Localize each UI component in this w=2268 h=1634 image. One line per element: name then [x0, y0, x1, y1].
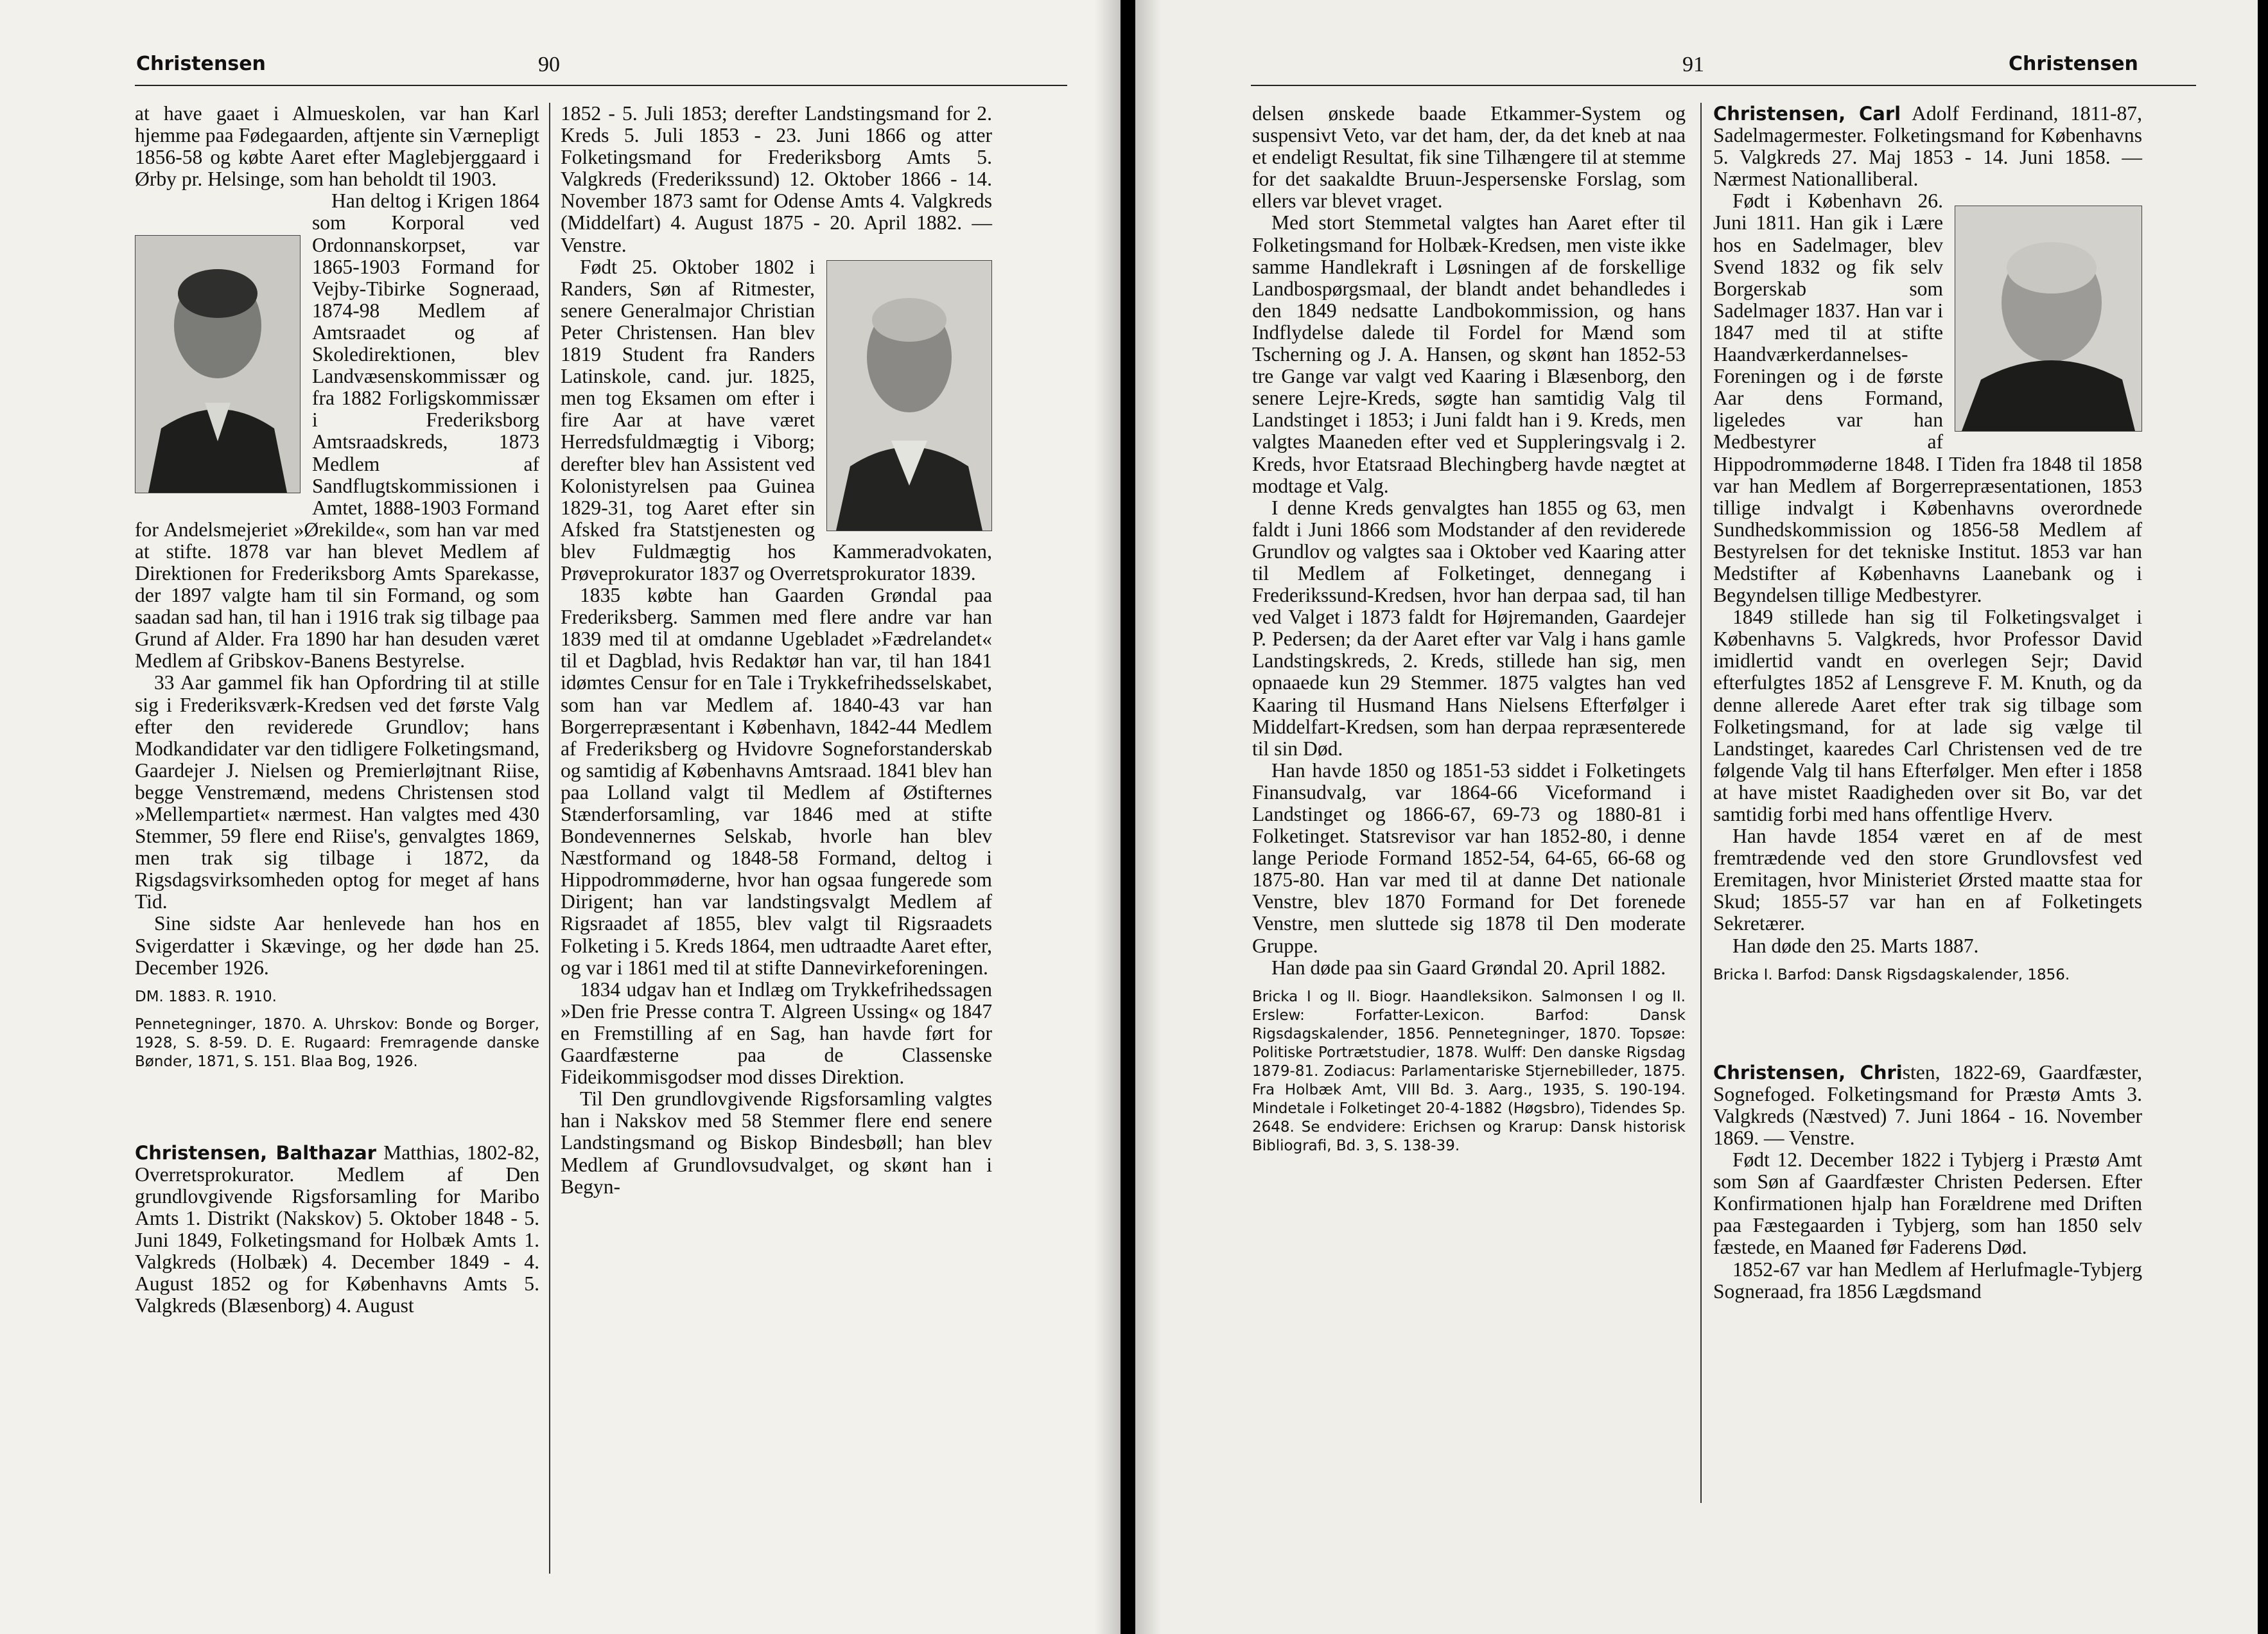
gutter-shadow [1095, 0, 1121, 1634]
left-column-2 [561, 103, 992, 1198]
paragraph: I denne Kreds genvalgtes han 1855 og 63, men faldt i Juni 1866 som Modstander af den reviderede Grundlov og valgtes saa i Oktober ved Kaaring atter til Medlem af Folketinget, dennegang i Frederikssund-Kredsen, hvor han derpaa sad, til han ved Valget i 1873 faldt for Højremanden, Gaardejer P. Pedersen; da der Aaret efter var Valg i hans gamle Landstingskreds, 2. Kreds, stillede han sig, men opnaaede kun 29 Stemmer. 1875 valgtes han ved Kaaring til Husmand Hans Nielsens Efterfølger i Middelfart-Kredsen, som han derpaa repræsenterede til sin Død. [1252, 496, 1686, 760]
paragraph: at have gaaet i Almueskolen, var han Karl hjemme paa Fødegaarden, aftjente sin Værnepligt 1856-58 og købte Aaret efter Maglebjerggaard i Ørby pr. Helsinge, som han beholdt til 1903. [135, 102, 539, 191]
paragraph: 1834 udgav han et Indlæg om Trykkefrihedssagen »Den frie Presse contra T. Algreen Ussing« og 1847 en Fremstilling af en Sag, han havde ført for Gaardfæsterne paa de Classenske Fideikommisgodser mod disses Direktion. [561, 978, 992, 1089]
entry-christensen-balthazar [135, 1142, 539, 1317]
entry-christensen-christen [1713, 1062, 2142, 1149]
portrait-man-icon [1955, 206, 2142, 431]
paragraph: Han døde paa sin Gaard Grøndal 20. April 1882. [1271, 956, 1666, 979]
portrait-photo-3 [1955, 206, 2142, 432]
paragraph: Til Den grundlovgivende Rigsforsamling valgtes han i Nakskov med 58 Stemmer flere end senere Landstingsmand og Biskop Bindesbøll; han blev Medlem af Grundlovsudvalget, og skønt han i Begyn- [561, 1087, 992, 1198]
entry-heading: Christensen, Balthazar [135, 1141, 376, 1164]
paragraph: 1852-67 var han Medlem af Herlufmagle-Tybjerg Sogneraad, fra 1856 Lægdsmand [1713, 1258, 2142, 1303]
column-rule [1700, 103, 1702, 1503]
gutter-shadow [1135, 0, 1161, 1634]
entry-text: sten, 1822-69, Gaardfæster, Sognefoged. Folketingsmand for Præstø Amts 3. Valgkreds (Næstved) 7. Juni 1864 - 16. November 1869. — Venstre. [1713, 1060, 2143, 1149]
paragraph: 33 Aar gammel fik han Opfordring til at stille sig i Frederiksværk-Kredsen ved det første Valg efter den reviderede Grundlov; hans Modkandidater var den tidligere Folketingsmand, Gaardejer J. Nielsen og Premierløjtnant Riise, begge Venstremænd, medens Christensen stod »Mellempartiet« nærmest. Han valgtes med 430 Stemmer, 59 flere end Riise's, genvalgtes 1869, men trak sig tilbage i 1872, da Rigsdagsvirksomheden optog for meget af hans Tid. [135, 671, 539, 913]
paragraph: Med stort Stemmetal valgtes han Aaret efter til Folketingsmand for Holbæk-Kredsen, men viste ikke samme Handlekraft i Løsningen af de forskellige Landbospørgsmaal, der blandt andet behandledes i den 1849 nedsatte Landbokommission, og hans Indflydelse dalede til Fordel for Mænd som Tscherning og J. A. Hansen, og skønt han 1852-53 tre Gange var valgt ved Kaaring i Blæsenborg, den senere Lejre-Kreds, søgte han samtidig Valg til Landstinget i 1853; i Juni faldt han i 9. Kreds, men valgtes Maaneden efter ved et Suppleringsvalg i 2. Kreds, hvor Etatsraad Blechingberg havde nægtet at modtage et Valg. [1252, 211, 1686, 497]
paragraph: 1852 - 5. Juli 1853; derefter Landstingsmand for 2. Kreds 5. Juli 1853 - 23. Juni 1866 og atter Folketingsmand for Frederiksborg Amts 5. Valgkreds (Frederikssund) 12. Oktober 1866 - 14. November 1873 samt for Odense Amts 4. Valgkreds (Middelfart) 4. August 1875 - 20. April 1882. — Venstre. [561, 102, 992, 256]
right-column-1 [1252, 103, 1686, 1155]
head-rule [1251, 85, 2196, 86]
paragraph: delsen ønskede baade Etkammer-System og suspensivt Veto, var det ham, der, da det kneb at naa et endeligt Resultat, fik sine Tilhængere til at stemme for det saakaldte Bruun-Jespersenske Forslag, som ellers var blevet vraget. [1252, 102, 1686, 213]
paragraph: 1835 købte han Gaarden Grøndal paa Frederiksberg. Sammen med flere andre var han 1839 med til at omdanne Ugebladet »Fædrelandet« til et Dagblad, hvis Redaktør han var, til han 1841 idømtes Censur for en Tale i Trykkefrihedsselskabet, som han var Medlem af. 1840-43 var han Borgerrepræsentant i København, 1842-44 Medlem af Frederiksberg og Hvidovre Sogneforstanderskab og samtidig af Københavns Amtsraad. 1841 blev han paa Lolland valgt til Medlem af Østifternes Stænderforsamling, var 1846 med at stifte Bondevennernes Selskab, hvorle han blev Næstformand og 1848-58 Formand, deltog i Hippodrommøderne, hvor han ogsaa fungerede som Dirigent; han var landstingsvalgt Medlem af Rigsraadet af 1855, blev valgt til Rigsraadets Folketing i 5. Kreds 1864, men udtraadte Aaret efter, og var i 1861 med til at stifte Dannevirkeforeningen. [561, 584, 992, 979]
entry-text: Matthias, 1802-82, Overretsprokurator. Medlem af Den grundlovgivende Rigsforsamling for Maribo Amts 1. Distrikt (Nakskov) 5. Oktober 1848 - 5. Juni 1849, Folketingsmand for Holbæk Amts 1. Valgkreds (Holbæk) 4. December 1849 - 4. August 1852 og for Københavns Amts 5. Valgkreds (Blæsenborg) 4. August [135, 1141, 539, 1317]
right-column-2 [1713, 103, 2142, 1303]
head-rule [135, 85, 1067, 86]
left-page [0, 0, 1121, 1634]
paragraph: Han deltog i Krigen 1864 som Korporal ved Ordonnanskorpset, var 1865-1903 Formand for Vejby-Tibirke Sogneraad, 1874-98 Medlem af Amtsraadet og af Skoledirektionen, blev Landvæsenskommissær og fra 1882 Forligskommissær i Frederiksborg Amtsraadskreds, 1873 Medlem af Sandflugtskommissionen i Amtet, 1888-1903 Formand for Andelsmejeriet »Ørekilde«, som han var med at stifte. 1878 var han blevet Medlem af Direktionen for Frederiksborg Amts Sparekasse, der 1897 valgte ham til sin Formand, og som saadan sad han, til han i 1916 trak sig tilbage paa Grund af Alder. Fra 1890 har han desuden været Medlem af Gribskov-Banens Bestyrelse. [135, 189, 539, 672]
paragraph: 1849 stillede han sig til Folketingsvalget i Københavns 5. Valgkreds, hvor Professor David imidlertid vandt en overlegen Sejr; David efterfulgtes 1852 af Lensgreve F. M. Knuth, og da denne allerede Aaret efter trak sig tilbage som Folketingsmand, for at lade sig vælge til Landstinget, kaaredes Carl Christensen ved de tre følgende Valg til hans Efterfølger. Men efter i 1858 at have mistet Raadigheden over sit Bo, var det samtidig forbi med hans offentlige Hverv. [1713, 606, 2142, 825]
reference-line: DM. 1883. R. 1910. [135, 988, 277, 1005]
paragraph: Født 25. Oktober 1802 i Randers, Søn af Ritmester, senere Generalmajor Christian Peter Christensen. Han blev 1819 Student fra Randers Latinskole, cand. jur. 1825, men tog Eksamen om efter i fire Aar at have været Herredsfuldmægtig i Viborg; derefter blev han Assistent ved Kolonistyrelsen paa Guinea 1829-31, tog Aaret efter sin Afsked fra Statstjenesten og blev Fuldmægtig hos Kammeradvokaten, Prøveprokurator 1837 og Overretsprokurator 1839. [561, 255, 992, 584]
portrait-man-icon [135, 236, 300, 493]
paragraph: Født i København 26. Juni 1811. Han gik i Lære hos en Sadelmager, blev Svend 1832 og fik selv Borgerskab som Sadelmager 1837. Han var i 1847 med til at stifte Haandværkerdannelses-Foreningen og i de første Aar dens Formand, ligeledes var han Medbestyrer af Hippodrommøderne 1848. I Tiden fra 1848 til 1858 var han Medlem af Borgerrepræsentationen, 1853 tillige indvalgt i Københavns overordnede Sundhedskommission og 1856-58 Medlem af Bestyrelsen for det tekniske Institut. 1853 var han Medstifter af Københavns Laanebank og i Begyndelsen tillige Medbestyrer. [1713, 189, 2142, 607]
portrait-photo-2 [826, 260, 992, 531]
reference-list: Pennetegninger, 1870. A. Uhrskov: Bonde og Borger, 1928, S. 8-59. D. E. Rugaard: Fremragende danske Bønder, 1871, S. 151. Blaa Bog, 1926. [135, 1015, 539, 1070]
entry-text: Adolf Ferdinand, 1811-87, Sadelmagermester. Folketingsmand for Københavns 5. Valgkreds 27. Maj 1853 - 14. Juni 1858. — Nærmest Nationalliberal. [1713, 102, 2142, 191]
column-rule [549, 103, 550, 1574]
paragraph: Født 12. December 1822 i Tybjerg i Præstø Amt som Søn af Gaardfæster Christen Pedersen. Efter Konfirmationen hjalp han Forældrene med Driften paa Fæstegaarden i Tybjerg, som han 1850 selv fæstede, en Maaned før Faderens Død. [1713, 1148, 2142, 1259]
paragraph: Han døde den 25. Marts 1887. [1732, 934, 1979, 957]
portrait-photo-1 [135, 235, 301, 493]
paragraph: Han havde 1854 været en af de mest fremtrædende ved den store Grundlovsfest ved Eremitagen, hvor Ministeriet Ørsted maatte staa for Skud; 1855-57 var han en af Folketingets Sekretærer. [1713, 825, 2142, 935]
running-head: Christensen [2009, 53, 2138, 75]
running-head: Christensen [136, 53, 266, 75]
right-page [1135, 0, 2258, 1634]
page-number: 91 [1682, 53, 1704, 76]
paragraph: Han havde 1850 og 1851-53 siddet i Folketingets Finansudvalg, var 1864-66 Viceformand i Landstinget og 1866-67, 69-73 og 1880-81 i Folketinget. Statsrevisor var han 1852-80, i denne lange Periode Formand 1852-54, 64-65, 66-68 og 1875-80. Han var med til at danne Det nationale Venstre, blev 1870 Formand for Det forenede Venstre, men sluttede sig 1878 til Den moderate Gruppe. [1252, 759, 1686, 957]
reference-list: Bricka I. Barfod: Dansk Rigsdagskalender, 1856. [1713, 966, 2070, 983]
portrait-man-icon [827, 261, 991, 531]
entry-heading: Christensen, Carl [1713, 103, 1901, 125]
entry-christensen-carl [1713, 103, 2142, 190]
entry-heading: Christensen, Chri [1713, 1061, 1903, 1084]
reference-list: Bricka I og II. Biogr. Haandleksikon. Salmonsen I og II. Erslew: Forfatter-Lexicon. Barfod: Dansk Rigsdagskalender, 1856. Pennetegninger, 1870. Topsøe: Politiske Portrætstudier, 1878. Wulff: Den danske Rigsdag 1879-81. Zodiacus: Parlamentariske Stjernebilleder, 1875. Fra Holbæk Amt, VIII Bd. 3. Aarg., 1935, S. 190-194. Mindetale i Folketinget 20-4-1882 (Høgsbro), Tidendes Sp. 2648. Se endvidere: Erichsen og Krarup: Dansk historisk Bibliografi, Bd. 3, S. 138-39. [1252, 988, 1686, 1154]
left-column-1 [135, 103, 539, 1317]
page-number: 90 [538, 53, 560, 76]
paragraph: Sine sidste Aar henlevede han hos en Svigerdatter i Skævinge, og her døde han 25. December 1926. [135, 912, 539, 979]
